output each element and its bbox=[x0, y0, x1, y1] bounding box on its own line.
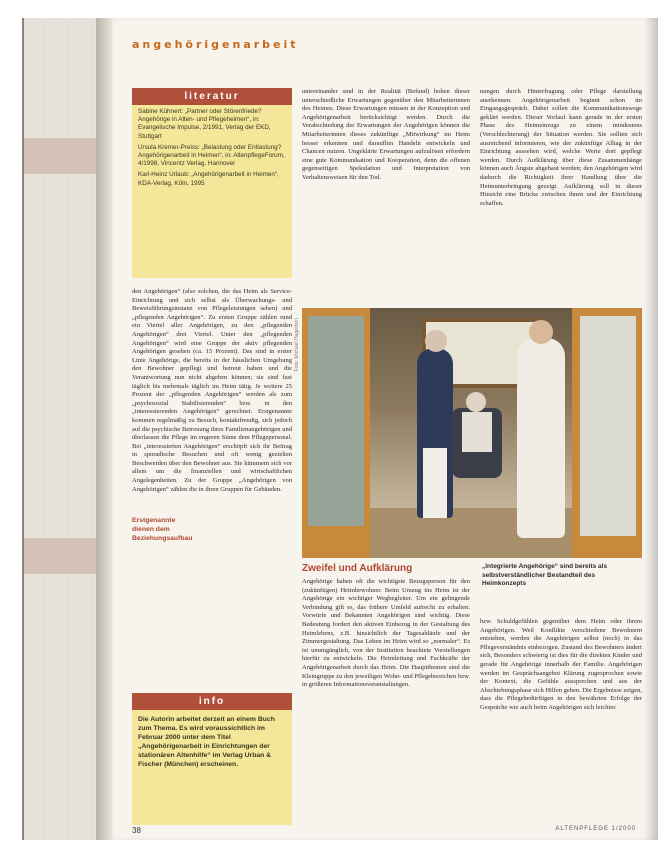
info-title: info bbox=[132, 693, 292, 710]
photo-person-visitor bbox=[417, 348, 453, 518]
pull-quote: Erstgenannte dienen dem Beziehungsaufbau bbox=[132, 517, 193, 542]
info-text: Die Autorin arbeitet derzeit an einem Buch zum Thema. Es wird voraussichtlich im Februar 2000 unter dem Titel „Angehörigenarbeit in Einrichtungen der stationären Altenhilfe“ im Verlag Urban & Fischer (München) erscheinen. bbox=[138, 716, 275, 768]
magazine-page bbox=[112, 18, 658, 840]
page-edge-band bbox=[24, 138, 100, 174]
article-column-2: untereinander sind in der Realität (Befund) hohen dieser unterschiedliche Erwartungen gegenüber den Mitarbeiterinnen des Heimes. Diese Erwartungen müssen in der Konzeption und Angehörigenarbeit berücksichtigt werden. Durch die Verabschiedung der Erwartungen der Angehörigen können die Mitarbeiterinnen dieses zukünftige „Mitwirkung“ im Heim besser erkennen und daraufhin Handeln entwickeln und Chancen nutzen. Ungeklärte Erwartungen aufzulösen erfordern eine gute Kommunikation und Kooperation, denn die offenen gegenseitigen Spekulation und Interpretation von Verhaltensweisen für den Tod. bbox=[302, 88, 470, 181]
article-photo bbox=[302, 308, 642, 558]
photo-caption: „Integrierte Angehörige“ sind bereits als selbstverständlicher Bestandteil des Heimkonzepts bbox=[482, 563, 608, 588]
page-number: 38 bbox=[132, 826, 141, 835]
article-column-3: nungen durch Hinterfragung oder Pflege darstellung anerkennen. Angehörigenarbeit beginnt schon im Eingangsgespräch. Dabei sollen die Kommunikationswege geklärt werden. Dieser Vorlauf kann gerade in der ersten Phase des Heimeinzugs zu einem mindestens (Verschlechterung) der Situation werden. Sie sollten sich ausreichend informieren, wie der zukünftige Alltag in der Einrichtung aussehen wird, welche Werte dort gepflegt werden. Durch Aufklärung über diese Zusammenhänge können auch Ängste abgebaut werden; den Angehörigen wird dadurch die Richtigkeit ihrer Handlung über die Heimunterbringung gezeigt. Aufklärung soll in dieser Hinsicht eine Brücke zwischen ihnen und der Einrichtung schaffen. bbox=[480, 88, 642, 207]
photo-credit: Foto: Michael Hagedorn bbox=[294, 318, 300, 372]
book-page-edges bbox=[22, 18, 100, 840]
literatur-box bbox=[132, 88, 292, 278]
literatur-entry: Karl-Heinz Urlaub: „Angehörigenarbeit in Heimen“, KDA-Verlag, Köln, 1995 bbox=[138, 171, 279, 187]
photo-person-wheelchair bbox=[452, 408, 502, 478]
footer-magazine: ALTENPFLEGE 1/2000 bbox=[555, 826, 636, 832]
literatur-title: literatur bbox=[132, 88, 292, 105]
article-column-1: den Angehörigen“ (also solchen, die das Heim als Service-Einrichtung und sich selbst als Überwachungs- und Beweisführungsinstanz von Pflegeleistungen sehen) und „pflegenden Angehörigen“. Zu ersten Gruppe zählen rund ein Viertel aller Angehörigen, zu den „pflegenden Angehörigen“ drei Viertel. Unter den „pflegenden Angehörigen“ wird eine Gruppe der aktiv pflegenden Angehörigen gesehen (ca. 15 Prozent). Das sind in erster Linie Angehörige, die bereits in der häuslichen Umgebung den Bewohner gepflegt und betreut haben und die Verantwortung nun nicht abgeben können; sie sind fast täglich bis mehrmals täglich im Heim tätig. Je weitere 25 Prozent der „pflegenden Angehörigen“ werden als zum „psychosozial Stabilisierenden“ bzw. in den „interessierenden Angehörigen“ gerechnet. Erstgenannte kommen regelmäßig zu Besuch, kontaktfreudig, sich jedoch auf die psychische Betreuung ihres Familienangehörigen und überlassen die Pflege im engeren Sinne dem Pflegepersonal. Bei „interessierten Angehörigen“ erschöpft sich ihr Beitrag in sporadische Besuchen und oft wenig gezielten Beschwerden über den Bewohner aus. Sie kümmern sich vor allem um die finanziellen und wirtschaftlichen Angelegenheiten. Zu der Gruppe „Angehörigen von Angehörigen“ zählen die in ihren Gruppen für Gebäuden. bbox=[132, 288, 292, 493]
literatur-entry: Ursula Kremer-Preiss: „Belastung oder Entlastung? Angehörigenarbeit in Heimen“, in: AltenpflegeForum, 4/1998, Vincentz Verlag, Hannover bbox=[138, 143, 285, 168]
literatur-entry: Sabine Kühnert: „Partner oder Störenfriede? Angehörige in Alten- und Pflegeheimen“, in: Evangelische Impulse, 2/1991, Verlag der EKD, Stuttgart bbox=[138, 108, 271, 140]
article-column-3-lower: bzw. Schuldgefühlen gegenüber dem Heim oder ihrem Angehörigen. Weil Konflikte verschiedene Bewohnern entstehen, werden die Angehörigen selbst (noch) in das Pflegeverständnis einbezogen. Zustand des Bewohners ändert sich, Besonders schwierig ist dies für die direkten Kinder und gerade für Angehörige innerhalb der Familie. Angehörigen werden im Gesprächsangebot Klärung zugesprochen sowie der Kontext, die Gefühle aussprechen und aus der Abschiebungsphase sich Hilfen geben. Die Ergebnisse zeigen, dass die Pflegebedürftigen in den bewährten Erfolge der Gespräche wie auch beim Angehörigen sich leichter. bbox=[480, 618, 642, 711]
door-right bbox=[572, 308, 642, 558]
photo-person-caregiver bbox=[517, 338, 565, 538]
door-left bbox=[302, 308, 370, 558]
page-edge-band bbox=[24, 538, 100, 574]
article-subhead: Zweifel und Aufklärung bbox=[302, 563, 413, 574]
section-title: angehörigenarbeit bbox=[132, 38, 299, 51]
page-curl-shadow bbox=[644, 18, 658, 840]
article-column-2-lower: Angehörige haben oft die wichtigste Bezugsperson für den (zukünftigen) Heimbewohner. Beim Umzug ins Heim ist der Angehörige ein wichtiger Wegbegleiter. Um ein gelingende Verbindung gilt es, das frühere Umfeld aufrecht zu erhalten. Vorwürfe und Bekannten Angehörigen sind wichtig. Diese Bedeutung fordert den aktiven Einbezug in der Gestaltung des Heimlebens, z.B. hinsichtlich der Tagesabläufe und der Zimmergestaltung. Das Leben im Heim wird so „normaler“. Es ist unumgänglich, von der Institution beachtete Vorstellungen hierfür zu entwickeln. Die Heimleitung und Fachkräfte der Angehörigenarbeit durch das Heim. Die Hauptthemen sind die Kleingruppe zu den jeweiligen Wohn- und Pflegebereichen bzw. in größeren Informationsveranstaltungen. bbox=[302, 578, 470, 689]
info-box bbox=[132, 693, 292, 825]
